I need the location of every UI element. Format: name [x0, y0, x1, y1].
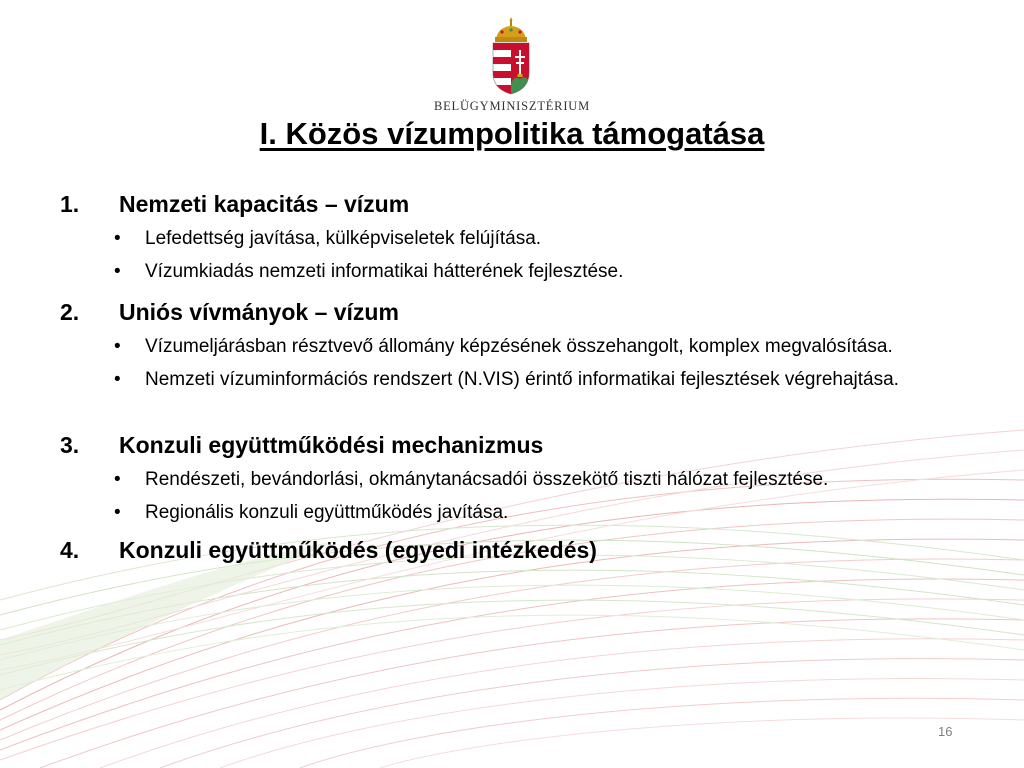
section-number: 4. [60, 537, 80, 563]
bullet-marker: • [114, 228, 121, 249]
hungarian-coat-of-arms-icon [490, 17, 532, 95]
bullet-text: Rendészeti, bevándorlási, okmánytanácsadói összekötő tiszti hálózat fejlesztése. [145, 469, 829, 490]
section-heading [60, 427, 1001, 463]
section-heading [60, 186, 1001, 222]
section-4 [60, 532, 1001, 568]
section-3 [60, 427, 1001, 529]
list-item [111, 222, 1001, 255]
bullet-list [60, 330, 1001, 396]
bullet-marker: • [114, 261, 121, 282]
slide-content [60, 186, 1001, 568]
ministry-name: BELÜGYMINISZTÉRIUM [433, 99, 591, 113]
section-title: Konzuli együttműködés (egyedi intézkedés) [119, 537, 597, 563]
bullet-text: Regionális konzuli együttműködés javítása. [145, 502, 509, 523]
section-number: 2. [60, 299, 80, 325]
list-item [111, 255, 1001, 288]
section-title: Uniós vívmányok – vízum [119, 299, 399, 325]
section-2 [60, 294, 1001, 396]
section-number: 3. [60, 432, 80, 458]
bullet-text: Vízumkiadás nemzeti informatikai hátterének fejlesztése. [145, 261, 624, 282]
section-1 [60, 186, 1001, 288]
list-item [111, 496, 1001, 529]
list-item [111, 363, 1001, 396]
bullet-text: Vízumeljárásban résztvevő állomány képzésének összehangolt, komplex megvalósítása. [145, 336, 893, 357]
page-number: 16 [938, 724, 953, 739]
section-heading [60, 532, 1001, 568]
bullet-marker: • [114, 502, 121, 523]
section-title: Nemzeti kapacitás – vízum [119, 191, 410, 217]
slide-title: I. Közös vízumpolitika támogatása [259, 116, 765, 151]
section-title: Konzuli együttműködési mechanizmus [119, 432, 544, 458]
bullet-marker: • [114, 469, 121, 490]
list-item [111, 463, 1001, 496]
bullet-marker: • [114, 369, 121, 390]
section-heading [60, 294, 1001, 330]
bullet-list [60, 463, 1001, 529]
list-item [111, 330, 1001, 363]
bullet-text: Nemzeti vízuminformációs rendszert (N.VIS) érintő informatikai fejlesztések végrehajtása. [145, 369, 899, 390]
bullet-list [60, 222, 1001, 288]
bullet-text: Lefedettség javítása, külképviseletek felújítása. [145, 228, 542, 249]
bullet-marker: • [114, 336, 121, 357]
section-number: 1. [60, 191, 80, 217]
